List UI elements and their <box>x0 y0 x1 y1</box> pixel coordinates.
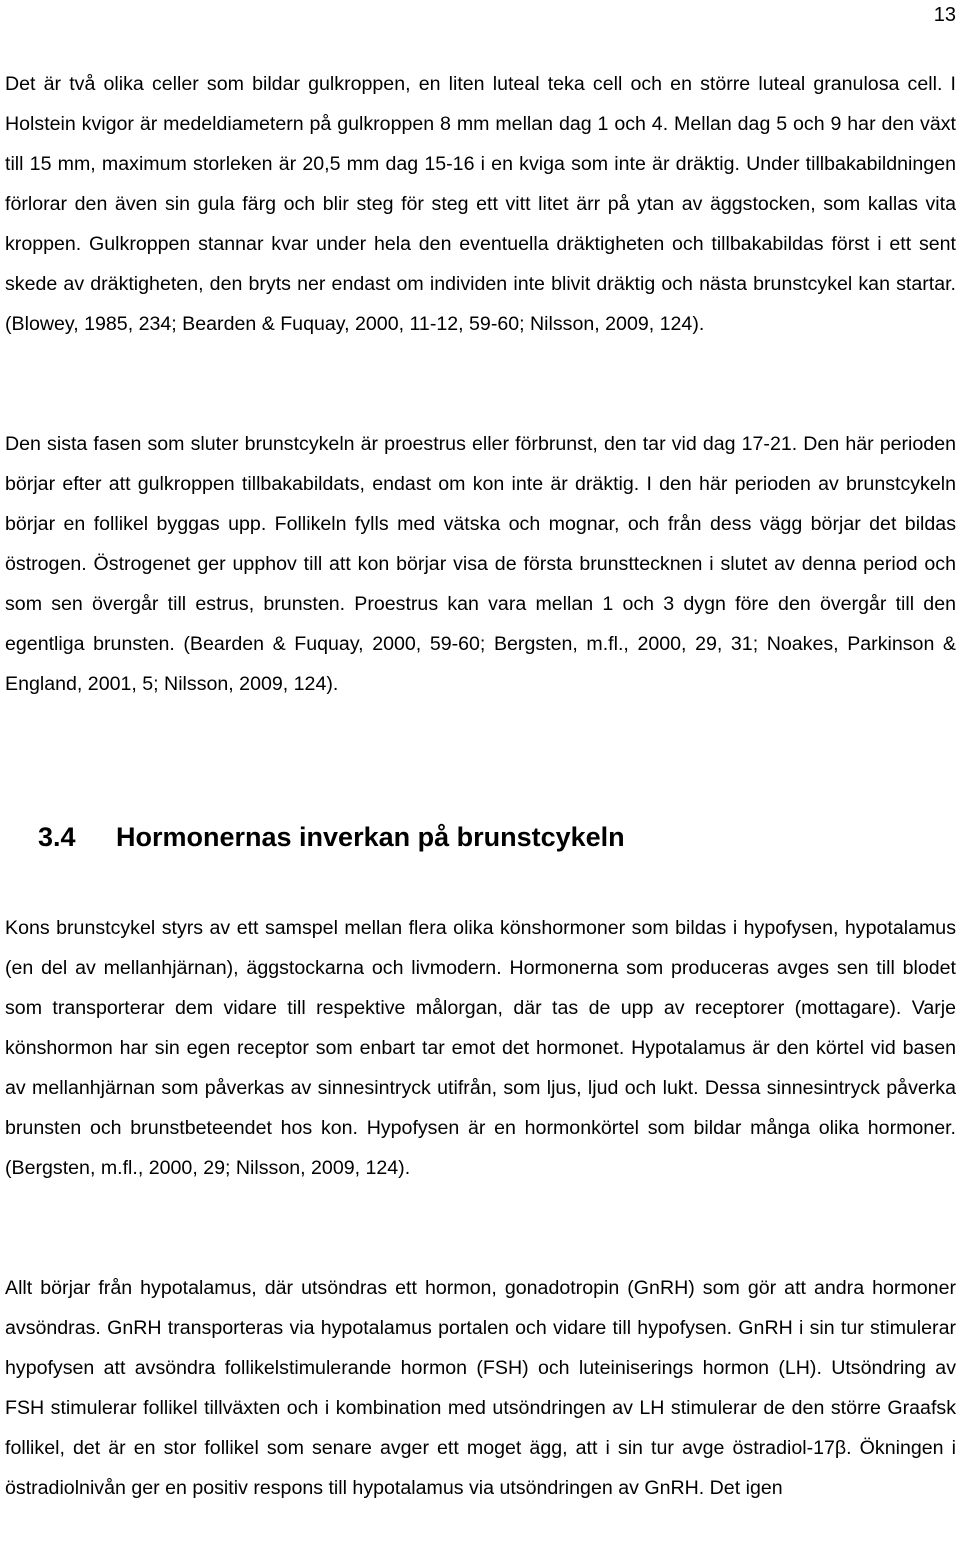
paragraph-hormone-interplay: Kons brunstcykel styrs av ett samspel mellan flera olika könshormoner som bildas i hypofysen, hypotalamus (en del av mellanhjärnan), äggstockarna och livmodern. Hormonerna som produceras avges sen till blodet som transporterar dem vidare till respektive målorgan, där tas de upp av receptorer (mottagare). Varje könshormon har sin egen receptor som enbart tar emot det hormonet. Hypotalamus är den körtel vid basen av mellanhjärnan som påverkas av sinnesintryck utifrån, som ljus, ljud och lukt. Dessa sinnesintryck påverka brunsten och brunstbeteendet hos kon. Hypofysen är en hormonkörtel som bildar många olika hormoner. (Bergsten, m.fl., 2000, 29; Nilsson, 2009, 124). <box>5 917 956 1179</box>
page-number: 13 <box>933 4 956 26</box>
paragraph-corpus-luteum: Det är två olika celler som bildar gulkroppen, en liten luteal teka cell och en större luteal granulosa cell. I Holstein kvigor är medeldiametern på gulkroppen 8 mm mellan dag 1 och 4. Mellan dag 5 och 9 har den växt till 15 mm, maximum storleken är 20,5 mm dag 15-16 i en kviga som inte är dräktig. Under tillbakabildningen förlorar den även sin gula färg och blir steg för steg ett vitt litet ärr på ytan av äggstocken, som kallas vita kroppen. Gulkroppen stannar kvar under hela den eventuella dräktigheten och tillbakabildas först i ett sent skede av dräktigheten, den bryts ner endast om individen inte blivit dräktig och nästa brunstcykel kan startar. (Blowey, 1985, 234; Bearden & Fuquay, 2000, 11-12, 59-60; Nilsson, 2009, 124). <box>5 73 956 335</box>
section-number: 3.4 <box>38 822 76 852</box>
section-heading <box>38 817 625 857</box>
paragraph-proestrus: Den sista fasen som sluter brunstcykeln är proestrus eller förbrunst, den tar vid dag 17-21. Den här perioden börjar efter att gulkroppen tillbakabildats, endast om kon inte är dräktig. I den här perioden av brunstcykeln börjar en follikel byggas upp. Follikeln fylls med vätska och mognar, och från dess vägg börjar det bildas östrogen. Östrogenet ger upphov till att kon börjar visa de första brunsttecknen i slutet av denna period och som sen övergår till estrus, brunsten. Proestrus kan vara mellan 1 och 3 dygn före den övergår till den egentliga brunsten. (Bearden & Fuquay, 2000, 59-60; Bergsten, m.fl., 2000, 29, 31; Noakes, Parkinson & England, 2001, 5; Nilsson, 2009, 124). <box>5 433 956 695</box>
section-title: Hormonernas inverkan på brunstcykeln <box>116 822 625 852</box>
paragraph-hypothalamus: Allt börjar från hypotalamus, där utsöndras ett hormon, gonadotropin (GnRH) som gör att andra hormoner avsöndras. GnRH transporteras via hypotalamus portalen och vidare till hypofysen. GnRH i sin tur stimulerar hypofysen att avsöndra follikelstimulerande hormon (FSH) och luteiniserings hormon (LH). Utsöndring av FSH stimulerar follikel tillväxten och i kombination med utsöndringen av LH stimulerar de den större Graafsk follikel, det är en stor follikel som senare avger ett moget ägg, att i sin tur avge östradiol-17β. Ökningen i östradiolnivån ger en positiv respons till hypotalamus via utsöndringen av GnRH. Det igen <box>5 1277 956 1499</box>
